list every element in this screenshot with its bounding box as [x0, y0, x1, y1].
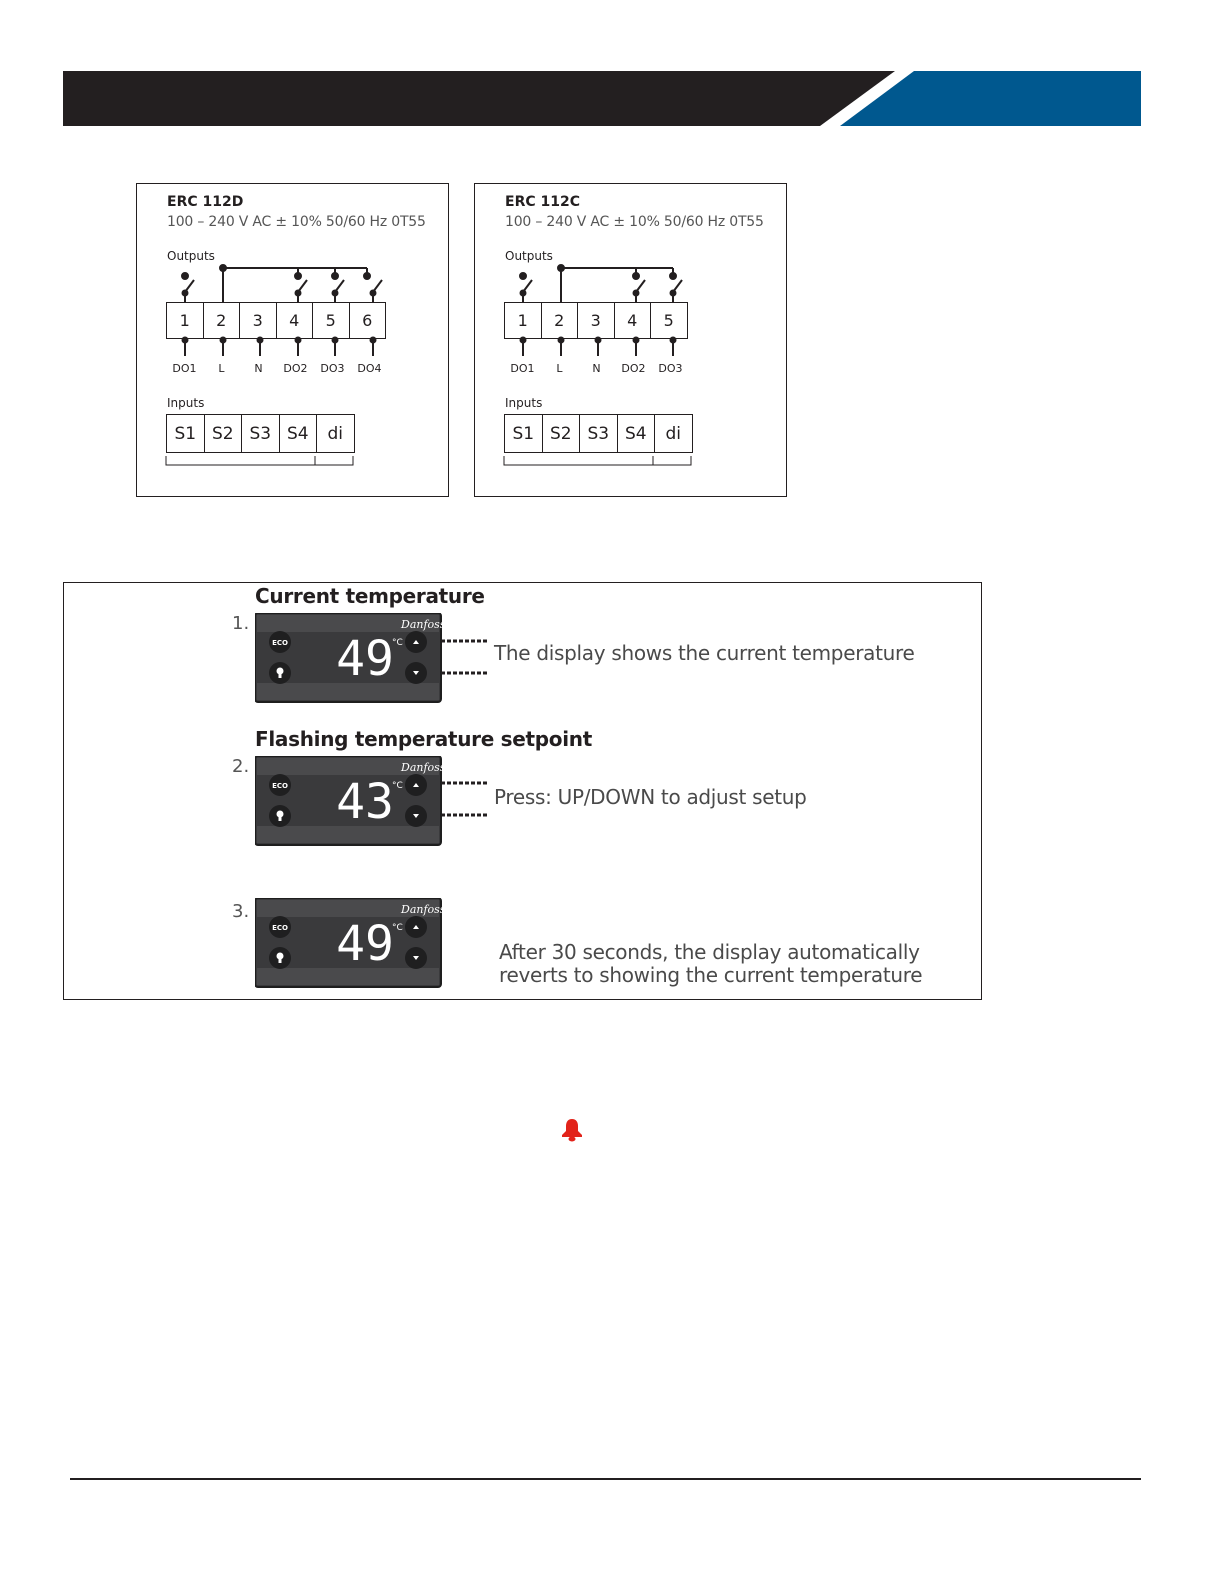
terminal: 3: [239, 302, 277, 339]
wiring-diagram-erc112d: [136, 183, 449, 497]
step-number: 3.: [232, 901, 250, 922]
terminal-label: L: [218, 362, 225, 375]
terminal-label: N: [592, 362, 601, 375]
terminal: 4: [276, 302, 314, 339]
input-terminal: S4: [279, 414, 318, 453]
eco-button[interactable]: [269, 774, 291, 796]
controller-display: [255, 756, 489, 846]
unit-label: °C: [392, 638, 403, 648]
callout-leaders: [441, 783, 487, 815]
terminal-label: DO2: [621, 362, 646, 375]
eco-label: ECO: [272, 924, 288, 932]
input-terminal: S2: [542, 414, 581, 453]
input-terminals: [504, 414, 693, 453]
terminal-label: DO1: [172, 362, 197, 375]
input-terminal: S3: [241, 414, 280, 453]
unit-label: °C: [392, 781, 403, 791]
terminal-label: N: [254, 362, 263, 375]
terminal-label: DO2: [283, 362, 308, 375]
eco-button[interactable]: [269, 631, 291, 653]
input-terminal: S4: [617, 414, 656, 453]
temperature-reading: 49: [336, 631, 394, 687]
output-terminals: [166, 302, 386, 339]
banner-blue-band: [840, 71, 1141, 126]
input-terminals: [166, 414, 355, 453]
input-terminal: S3: [579, 414, 618, 453]
footer-divider: [70, 1478, 1141, 1480]
wiring-diagram-erc112c: [474, 183, 787, 497]
header-banner: [63, 71, 1141, 126]
model-name: ERC 112C: [505, 194, 580, 210]
terminal: 3: [577, 302, 615, 339]
outputs-label: Outputs: [505, 249, 553, 263]
power-spec: 100 – 240 V AC ± 10% 50/60 Hz 0T55: [505, 214, 764, 230]
terminal: 2: [541, 302, 579, 339]
step-description-line2: reverts to showing the current temperature: [499, 963, 923, 987]
power-spec: 100 – 240 V AC ± 10% 50/60 Hz 0T55: [167, 214, 426, 230]
input-terminal: S1: [166, 414, 205, 453]
brand-logo: Danfoss: [401, 903, 445, 916]
terminal-label: DO1: [510, 362, 535, 375]
terminal: 5: [312, 302, 350, 339]
step-number: 2.: [232, 756, 250, 777]
terminal: 4: [614, 302, 652, 339]
up-button[interactable]: [405, 774, 427, 796]
terminal: 6: [349, 302, 387, 339]
outputs-label: Outputs: [167, 249, 215, 263]
eco-button[interactable]: [269, 916, 291, 938]
setpoint-reading: 43: [336, 774, 394, 830]
terminal: 2: [203, 302, 241, 339]
step-title: Flashing temperature setpoint: [255, 727, 592, 751]
output-terminals: [504, 302, 688, 339]
step-description: Press: UP/DOWN to adjust setup: [494, 785, 807, 809]
inputs-label: Inputs: [167, 396, 205, 410]
step-number: 1.: [232, 613, 250, 634]
brand-logo: Danfoss: [401, 618, 446, 631]
terminal-label: DO3: [658, 362, 683, 375]
step-description-line1: After 30 seconds, the display automatically: [499, 940, 920, 964]
controller-display: [255, 613, 489, 703]
down-button[interactable]: [405, 805, 427, 827]
eco-label: ECO: [272, 639, 288, 647]
bell-icon: [559, 1118, 585, 1142]
down-button[interactable]: [405, 662, 427, 684]
controller-display: [255, 898, 445, 988]
input-terminal: S2: [204, 414, 243, 453]
brand-logo: Danfoss: [401, 761, 446, 774]
eco-label: ECO: [272, 782, 288, 790]
up-button[interactable]: [405, 916, 427, 938]
light-button[interactable]: [269, 805, 291, 827]
input-terminal: S1: [504, 414, 543, 453]
terminal: 1: [504, 302, 542, 339]
input-terminal: di: [654, 414, 693, 453]
light-button[interactable]: [269, 947, 291, 969]
down-button[interactable]: [405, 947, 427, 969]
callout-leaders: [441, 641, 487, 673]
terminal: 1: [166, 302, 204, 339]
unit-label: °C: [392, 923, 403, 933]
step-description: The display shows the current temperature: [494, 641, 915, 665]
terminal-labels: [166, 362, 388, 375]
terminal: 5: [650, 302, 688, 339]
up-button[interactable]: [405, 631, 427, 653]
banner-dark-band: [63, 71, 895, 126]
terminal-label: DO3: [320, 362, 345, 375]
model-name: ERC 112D: [167, 194, 244, 210]
terminal-labels: [504, 362, 689, 375]
terminal-label: L: [556, 362, 563, 375]
step-title: Current temperature: [255, 584, 485, 608]
input-terminal: di: [316, 414, 355, 453]
inputs-label: Inputs: [505, 396, 543, 410]
light-button[interactable]: [269, 662, 291, 684]
terminal-label: DO4: [357, 362, 382, 375]
temperature-reading: 49: [336, 916, 394, 972]
